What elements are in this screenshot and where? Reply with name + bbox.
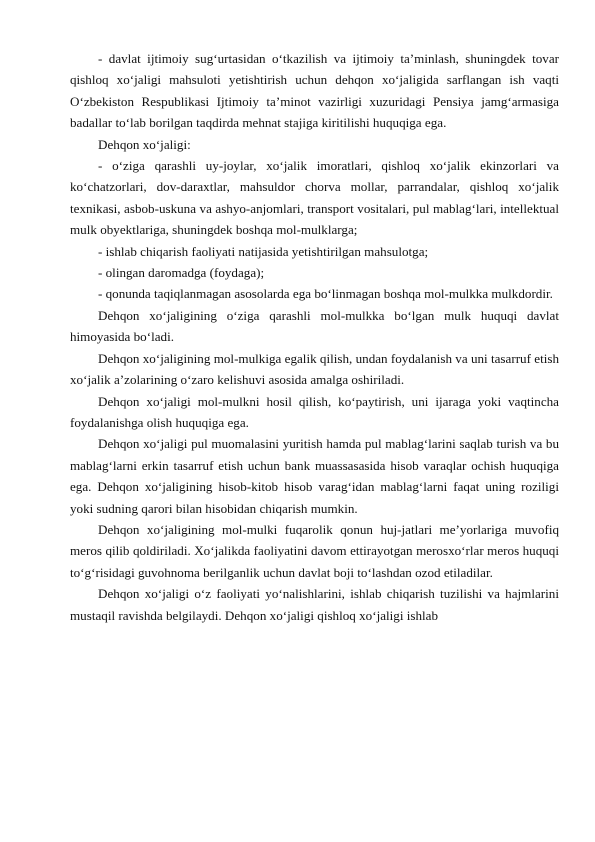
paragraph-lease-rights: Dehqon xo‘jaligi mol-mulkni hosil qilish, ko‘paytirish, uni ijaraga yoki vaqtincha foydalanishga olish huquqiga ega. <box>70 393 559 430</box>
document-page <box>70 48 559 626</box>
paragraph-other-property: - qonunda taqiqlanmagan asosolarda ega bo‘linmagan boshqa mol-mulkka mulkdordir. <box>98 286 553 302</box>
paragraph-state-protection: Dehqon xo‘jaligining o‘ziga qarashli mol-mulkka bo‘lgan mulk huquqi davlat himoyasida bo‘ladi. <box>70 307 559 345</box>
paragraph-farm-heading: Dehqon xo‘jaligi: <box>98 136 191 152</box>
paragraph-produced-goods: - ishlab chiqarish faoliyati natijasida yetishtirilgan mahsulotga; <box>98 243 429 259</box>
paragraph-bank-accounts: Dehqon xo‘jaligi pul muomalasini yuritish hamda pul mablag‘larini saqlab turish va bu mablag‘larni erkin tasarruf etish uchun bank muassasasida hisob varaqlar ochish huquqiga ega. Dehqon xo‘jaligining hisob-kitob hisob varag‘idan mablag‘larni faqat uning roziligi yoki sudning qarori bilan hisobidan chiqarish mumkin. <box>70 436 559 516</box>
paragraph-inheritance: Dehqon xo‘jaligining mol-mulki fuqarolik qonun huj-jatlari me’yorlariga muvofiq meros qilib qoldiriladi. Xo‘jalikda faoliyatini davom ettirayotgan merosxo‘rlar meros huquqi to‘g‘risidagi guvohnoma berilganlik uchun davlat boji to‘lashdan ozod etiladilar. <box>70 521 559 580</box>
paragraph-income: - olingan daromadga (foydaga); <box>98 265 265 281</box>
paragraph-activity-directions: Dehqon xo‘jaligi o‘z faoliyati yo‘nalishlarini, ishlab chiqarish tuzilishi va hajmlarini mustaqil ravishda belgilaydi. Dehqon xo‘jaligi qishloq xo‘jaligi ishlab <box>70 586 559 623</box>
paragraph-property-list: - o‘ziga qarashli uy-joylar, xo‘jalik imoratlari, qishloq xo‘jalik ekinzorlari va ko‘chatzorlari, dov-daraxtlar, mahsuldor chorva mollar, parrandalar, qishloq xo‘jalik texnikasi, asbob-uskuna va ashyo-anjomlari, transport vositalari, pul mablag‘lari, intellektual mulk obyektlariga, shuningdek boshqa mol-mulklarga; <box>70 158 559 238</box>
paragraph-social-insurance: - davlat ijtimoiy sug‘urtasidan o‘tkazilish va ijtimoiy ta’minlash, shuningdek tovar qishloq xo‘jaligi mahsuloti yetishtirish uchun dehqon xo‘jaligida sarflangan ish vaqti O‘zbekiston Respublikasi Ijtimoiy ta’minot vazirligi xuzuridagi Pensiya jamg‘armasiga badallar to‘lab borilgan taqdirda mehnat stajiga kiritilishi huquqiga ega. <box>70 51 559 131</box>
paragraph-ownership-use: Dehqon xo‘jaligining mol-mulkiga egalik qilish, undan foydalanish va uni tasarruf etish xo‘jalik a’zolarining o‘zaro kelishuvi asosida amalga oshiriladi. <box>70 350 559 388</box>
